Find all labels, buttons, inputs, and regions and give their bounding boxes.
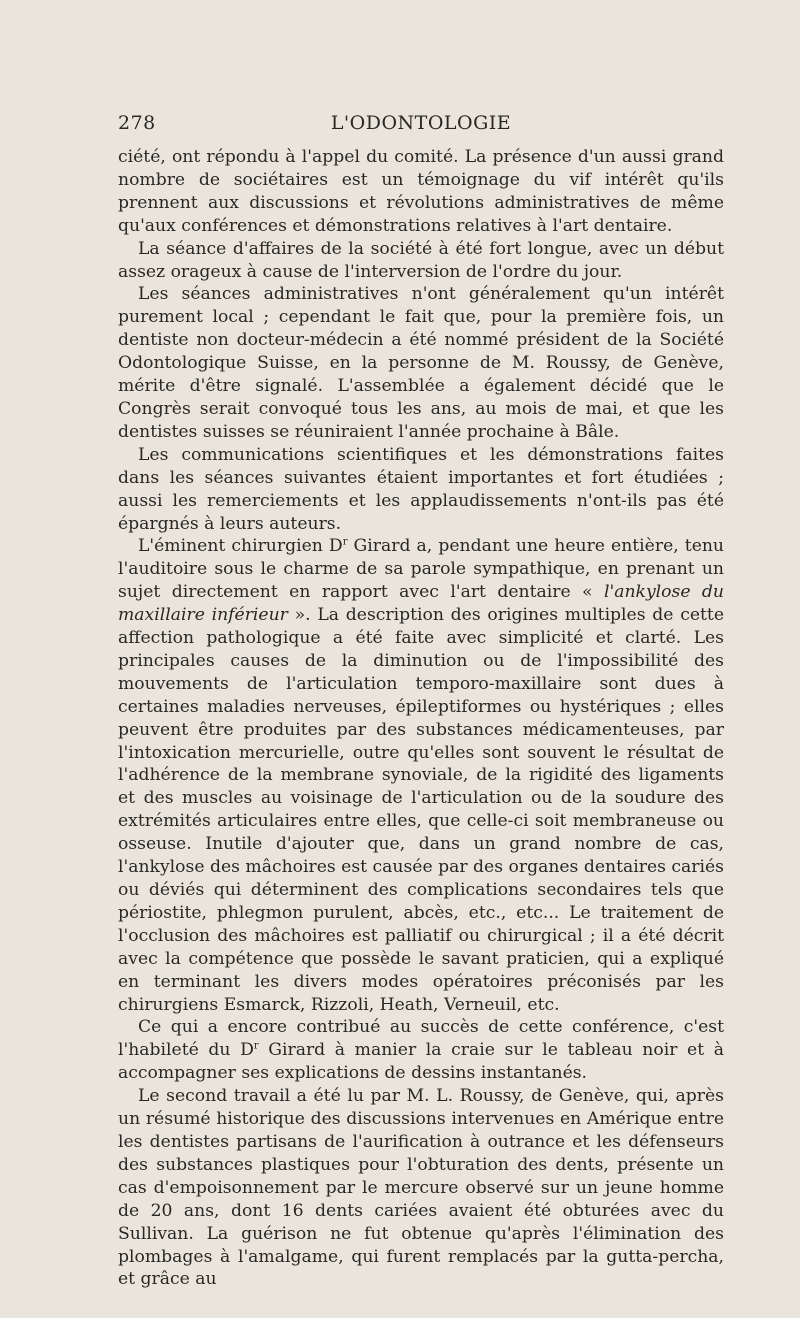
paragraph [118,1016,724,1085]
paragraph: La séance d'affaires de la société à été fort longue, avec un début assez orageux à cause de l'interversion de l'ordre du jour. [118,238,724,282]
superscript: r [342,536,348,548]
running-title: L'ODONTOLOGIE [330,112,512,134]
paragraph [118,535,724,1016]
text-run: Girard a, pendant une heure entière, tenu l'auditoire sous le charme de sa parole sympathique, en prenant un sujet directement en rapport avec l'art dentaire « [118,536,724,603]
page-header [118,112,724,142]
text-run: L'éminent chirurgien D [138,536,343,557]
text-run: ». La description des origines multiples de cette affection pathologique a été faite avec simplicité et clarté. Les principales causes de la diminution ou de l'impossibilité des mouvements de l'articulation temporo-maxillaire sont dues à certaines maladies nerveuses, épileptiformes ou hystériques ; elles peuvent être produites par des substances médicamenteuses, par l'intoxication mercurielle, outre qu'elles sont souvent le résultat de l'adhérence de la membrane synoviale, de la rigidité des ligaments et des muscles au voisinage de l'articulation ou de la soudure des extrémités articulaires entre elles, que celle-ci soit membraneuse ou osseuse. Inutile d'ajouter que, dans un grand nombre de cas, l'ankylose des mâchoires est causée par des organes dentaires cariés ou déviés qui déterminent des complications secondaires tels que périostite, phlegmon purulent, abcès, etc., etc... Le traitement de l'occlusion des mâchoires est palliatif ou chirurgical ; il a été décrit avec la compétence que possède le savant praticien, qui a expliqué en terminant les divers modes opératoires préconisés par les chirurgiens Esmarck, Rizzoli, Heath, Verneuil, etc. [118,605,725,1015]
paragraph: ciété, ont répondu à l'appel du comité. La présence d'un aussi grand nombre de sociétaires est un témoignage du vif intérêt qu'ils prennent aux discussions et révolutions administratives de même qu'aux conférences et démonstrations relatives à l'art dentaire. [118,147,724,236]
page-number: 278 [118,112,156,134]
body-text [118,146,724,1291]
paragraph: Le second travail a été lu par M. L. Roussy, de Genève, qui, après un résumé historique des discussions intervenues en Amérique entre les dentistes partisans de l'aurification à outrance et les défenseurs des substances plastiques pour l'obturation des dents, présente un cas d'empoisonnement par le mercure observé sur un jeune homme de 20 ans, dont 16 dents cariées avaient été obturées avec du Sullivan. La guérison ne fut obtenue qu'après l'élimination des plombages à l'amalgame, qui furent remplacés par la gutta-percha, et grâce au [118,1086,724,1290]
text-run: Ce qui a encore contribué au succès de cette conférence, c'est l'habileté du D [118,1017,724,1061]
italic-title: l'ankylose du maxillaire inférieur [118,582,724,626]
paragraph: Les séances administratives n'ont généralement qu'un intérêt purement local ; cependant le fait que, pour la première fois, un dentiste non docteur-médecin a été nommé président de la Société Odontologique Suisse, en la personne de M. Roussy, de Genève, mérite d'être signalé. L'assemblée a également décidé que le Congrès serait convoqué tous les ans, au mois de mai, et que les dentistes suisses se réuniraient l'année prochaine à Bâle. [118,284,724,442]
superscript: r [253,1040,259,1052]
paragraph: Les communications scientifiques et les démonstrations faites dans les séances suivantes étaient importantes et fort étudiées ; aussi les remerciements et les applaudissements n'ont-ils pas été épargnés à leurs auteurs. [118,444,724,534]
text-run: Girard à manier la craie sur le tableau noir et à accompagner ses explications de dessins instantanés. [118,1040,724,1084]
